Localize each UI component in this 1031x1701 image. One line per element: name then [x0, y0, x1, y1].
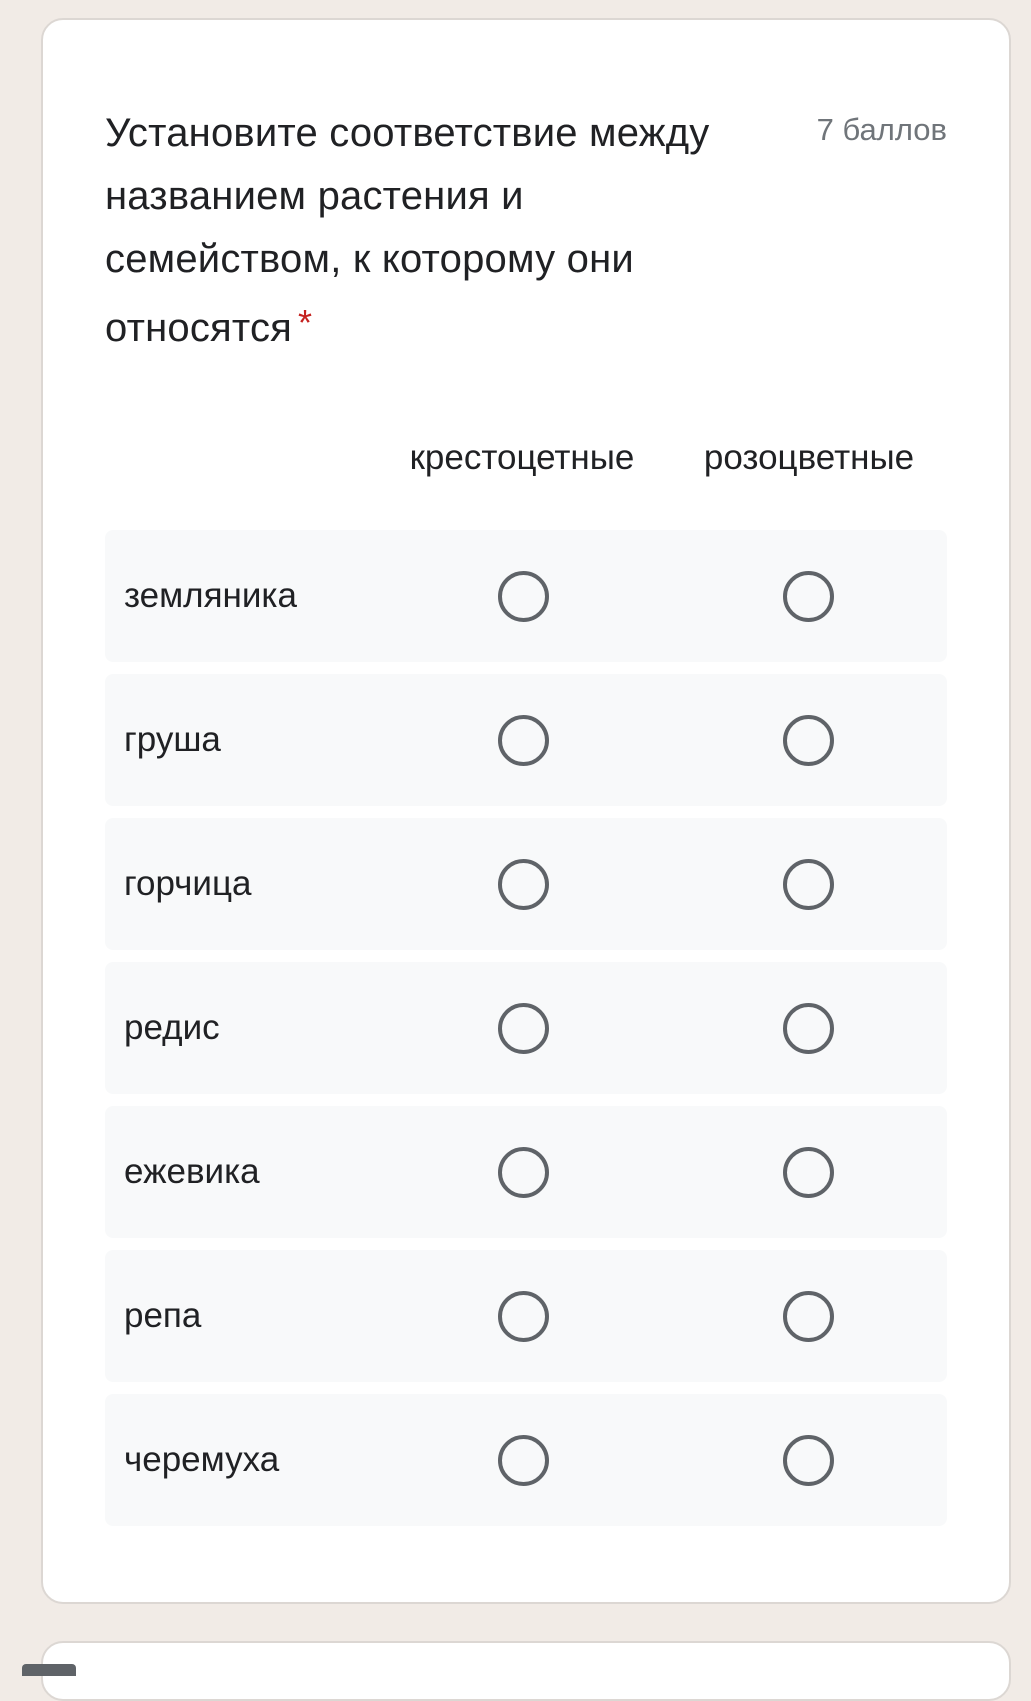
row-label: ежевика — [124, 1152, 260, 1191]
radio-button-cruciferous[interactable] — [498, 859, 549, 910]
radio-button-rosaceae[interactable] — [783, 715, 834, 766]
choice-grid — [105, 530, 947, 1538]
question-title-text: Установите соответствие между названием растения и семейством, к которому они относятся — [105, 111, 710, 350]
radio-button-cruciferous[interactable] — [498, 571, 549, 622]
column-header-rosaceae: розоцветные — [703, 438, 915, 477]
grid-row — [105, 818, 947, 950]
row-label: репа — [124, 1296, 202, 1335]
radio-button-rosaceae[interactable] — [783, 859, 834, 910]
question-title — [105, 102, 745, 360]
row-label: земляника — [124, 576, 297, 615]
radio-button-cruciferous[interactable] — [498, 1147, 549, 1198]
grid-row — [105, 1394, 947, 1526]
grid-row — [105, 674, 947, 806]
radio-button-rosaceae[interactable] — [783, 1291, 834, 1342]
row-label: груша — [124, 720, 221, 759]
radio-button-cruciferous[interactable] — [498, 1291, 549, 1342]
points-label: 7 баллов — [816, 112, 947, 147]
radio-button-rosaceae[interactable] — [783, 1147, 834, 1198]
grid-row — [105, 1250, 947, 1382]
next-card-tab — [22, 1664, 76, 1676]
row-label: редис — [124, 1008, 220, 1047]
row-label: горчица — [124, 864, 252, 903]
column-header-cruciferous: крестоцетные — [409, 438, 635, 477]
next-question-card — [41, 1641, 1011, 1701]
grid-row — [105, 962, 947, 1094]
radio-button-rosaceae[interactable] — [783, 1003, 834, 1054]
required-asterisk: * — [298, 302, 313, 343]
radio-button-cruciferous[interactable] — [498, 1435, 549, 1486]
grid-row — [105, 1106, 947, 1238]
question-card — [41, 18, 1011, 1604]
radio-button-cruciferous[interactable] — [498, 715, 549, 766]
row-label: черемуха — [124, 1440, 280, 1479]
radio-button-rosaceae[interactable] — [783, 571, 834, 622]
radio-button-cruciferous[interactable] — [498, 1003, 549, 1054]
radio-button-rosaceae[interactable] — [783, 1435, 834, 1486]
grid-row — [105, 530, 947, 662]
